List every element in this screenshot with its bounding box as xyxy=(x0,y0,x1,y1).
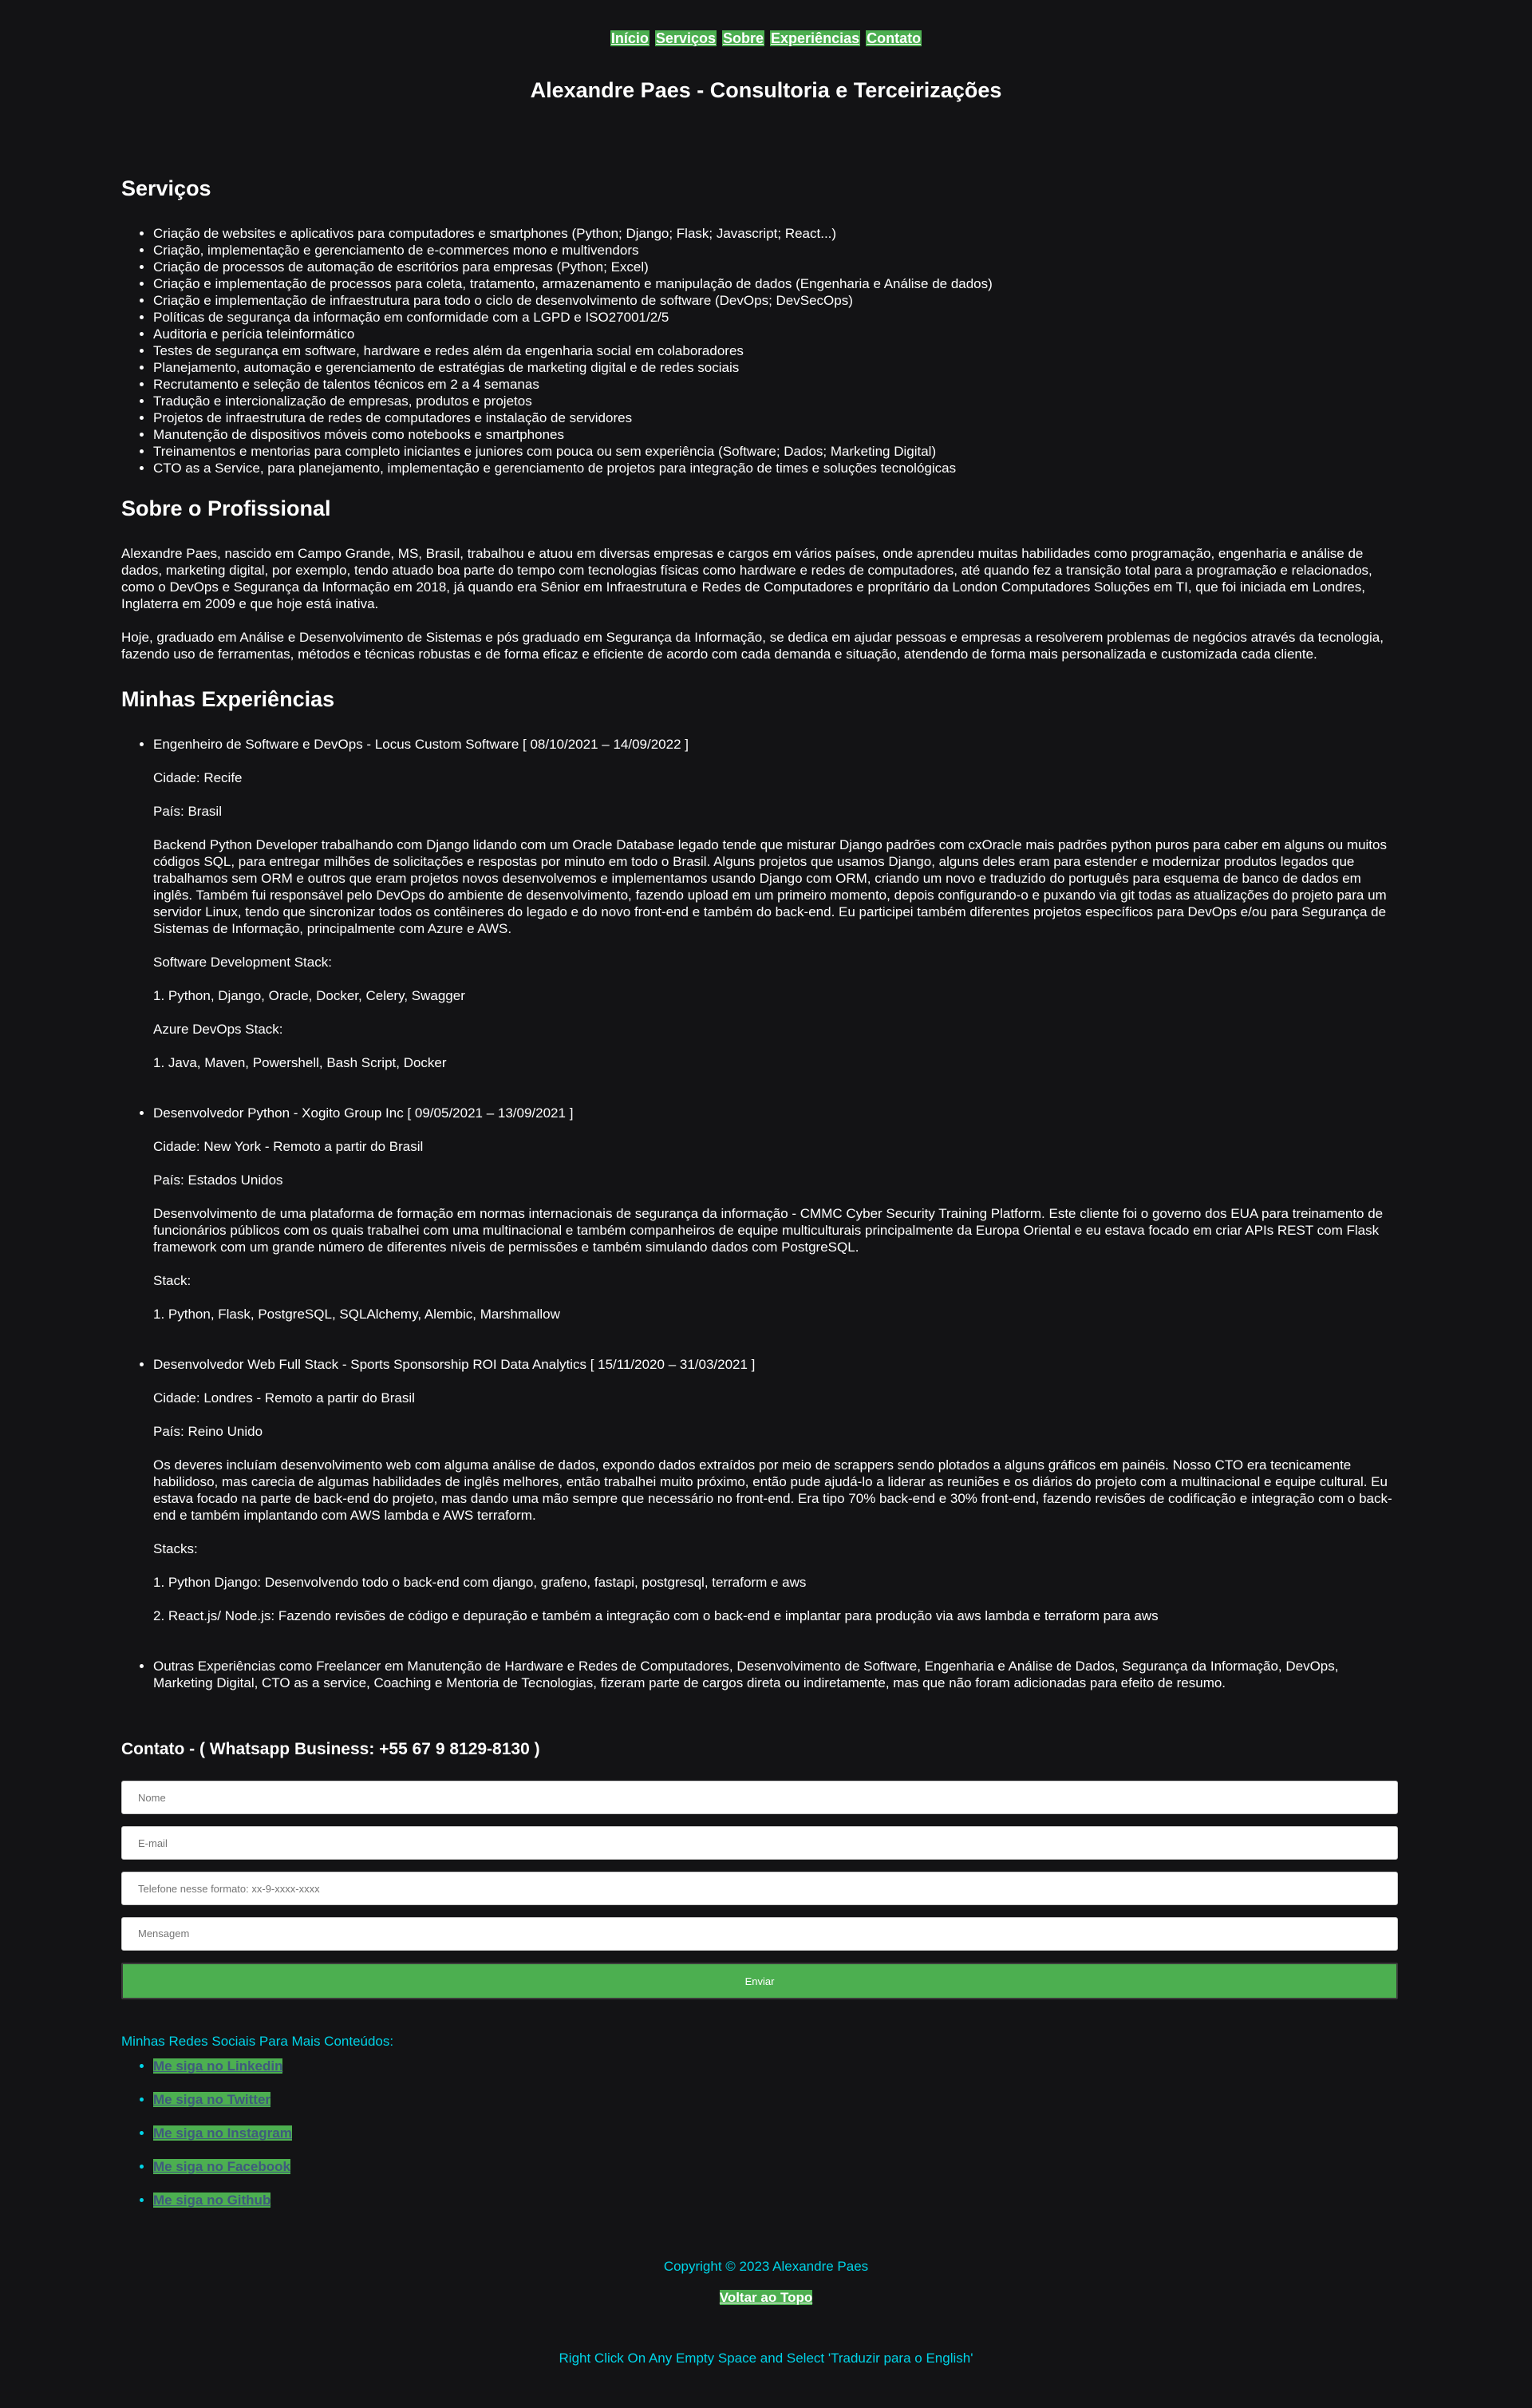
experience-heading: • Engenheiro de Software e DevOps - Locus Custom Software [ 08/10/2021 – 14/09/2022 ] xyxy=(153,737,689,752)
experience-heading: • Desenvolvedor Python - Xogito Group Inc [ 09/05/2021 – 13/09/2021 ] xyxy=(153,1105,574,1121)
translate-hint: Right Click On Any Empty Space and Select 'Traduzir para o English' xyxy=(559,2351,973,2366)
experience-item xyxy=(153,1105,1398,1323)
list-item: • Criação e implementação de infraestrutura para todo o ciclo de desenvolvimento de software (DevOps; DevSecOps) xyxy=(153,292,1398,309)
list-item: • Treinamentos e mentorias para completo iniciantes e juniores com pouca ou sem experiência (Software; Dados; Marketing Digital) xyxy=(153,443,1398,460)
experience-line: 2. React.js/ Node.js: Fazendo revisões de código e depuração e também a integração com o back-end e implantar para produção via aws lambda e terraform para aws xyxy=(153,1608,1159,1623)
experience-line: 1. Python Django: Desenvolvendo todo o back-end com django, grafeno, fastapi, postgresql, terraform e aws xyxy=(153,1575,807,1590)
list-item xyxy=(153,2158,1398,2175)
nav-link-servicos[interactable]: Serviços xyxy=(655,30,716,46)
message-input[interactable] xyxy=(121,1917,1398,1951)
experience-line: País: Reino Unido xyxy=(153,1424,263,1439)
experience-line: 1. Python, Flask, PostgreSQL, SQLAlchemy, Alembic, Marshmallow xyxy=(153,1307,560,1322)
experience-line: 1. Python, Django, Oracle, Docker, Celery, Swagger xyxy=(153,988,465,1003)
services-section xyxy=(121,176,1398,476)
github-link[interactable]: Me siga no Github xyxy=(153,2193,271,2208)
list-item: • Criação de websites e aplicativos para computadores e smartphones (Python; Django; Flask; Javascript; React...) xyxy=(153,225,1398,242)
list-item: • CTO as a Service, para planejamento, implementação e gerenciamento de projetos para integração de times e soluções tecnológicas xyxy=(153,460,1398,476)
list-item: • Projetos de infraestrutura de redes de computadores e instalação de servidores xyxy=(153,409,1398,426)
list-item xyxy=(153,2091,1398,2108)
about-paragraph: Hoje, graduado em Análise e Desenvolvimento de Sistemas e pós graduado em Segurança da Informação, se dedica em ajudar pessoas e empresas a resolverem problemas de negócios através da tecnologia, fazendo uso de ferramentas, métodos e técnicas robustas e de forma eficaz e eficiente de acordo com cada demanda e situação, atendendo de forma mais personalizada e customizada cada cliente. xyxy=(121,630,1384,662)
experience-line: Cidade: Londres - Remoto a partir do Brasil xyxy=(153,1390,415,1406)
nav-link-experiencias[interactable]: Experiências xyxy=(771,30,860,46)
social-links xyxy=(121,2058,1398,2208)
list-item: • Tradução e intercionalização de empresas, produtos e projetos xyxy=(153,393,1398,409)
experience-line: Desenvolvimento de uma plataforma de formação em normas internacionais de segurança da informação - CMMC Cyber Security Training Platform. Este cliente foi o governo dos EUA para treinamento de funcionários públicos com os quais trabalhei com uma multinacional e também companheiros de equipe multiculturais principalmente da Europa Oriental e eu estava focado em criar APIs REST com Flask framework com um grande número de diferentes níveis de permissões e também simulando dados com PostgreSQL. xyxy=(153,1206,1384,1255)
experiences-list xyxy=(121,736,1398,1691)
experience-line: Software Development Stack: xyxy=(153,955,332,970)
name-input[interactable] xyxy=(121,1781,1398,1814)
email-input[interactable] xyxy=(121,1826,1398,1860)
nav-link-sobre[interactable]: Sobre xyxy=(723,30,764,46)
instagram-link[interactable]: Me siga no Instagram xyxy=(153,2125,292,2141)
page-title: Alexandre Paes - Consultoria e Terceirizações xyxy=(530,78,1002,102)
back-to-top xyxy=(0,2289,1532,2306)
experience-item xyxy=(153,1356,1398,1624)
experience-item xyxy=(153,736,1398,1071)
experience-line: País: Brasil xyxy=(153,804,222,819)
social-section xyxy=(121,2033,1398,2208)
experiences-title: Minhas Experiências xyxy=(121,687,335,711)
main-content xyxy=(121,176,1398,2225)
about-section xyxy=(121,496,1398,662)
experience-line: Os deveres incluíam desenvolvimento web com alguma análise de dados, expondo dados extraídos por meio de scrappers sendo plotados a alguns gráficos em painéis. Nosso CTO era tecnicamente habilidoso, mas carecia de algumas habilidades de inglês melhores, então trabalhei muito próximo, então pude ajudá-lo a liderar as reuniões e os diários do projeto com a multinacional e equipe cultural. Eu estava focado na parte de back-end do projeto, mas dando uma mão sempre que necessário no front-end. Era tipo 70% back-end e 30% front-end, fazendo revisões de codificação e integração com o back-end e também implantando com AWS lambda e AWS terraform. xyxy=(153,1457,1392,1523)
list-item: • Testes de segurança em software, hardware e redes além da engenharia social em colaboradores xyxy=(153,342,1398,359)
list-item: • Políticas de segurança da informação em conformidade com a LGPD e ISO27001/2/5 xyxy=(153,309,1398,326)
experience-line: Cidade: Recife xyxy=(153,770,243,785)
nav-link-contato[interactable]: Contato xyxy=(867,30,922,46)
experience-line: Stacks: xyxy=(153,1541,198,1556)
list-item: • Manutenção de dispositivos móveis como notebooks e smartphones xyxy=(153,426,1398,443)
about-title: Sobre o Profissional xyxy=(121,496,331,520)
list-item xyxy=(153,2192,1398,2208)
experience-line: Cidade: New York - Remoto a partir do Brasil xyxy=(153,1139,424,1154)
list-item: • Criação e implementação de processos para coleta, tratamento, armazenamento e manipulação de dados (Engenharia e Análise de dados) xyxy=(153,275,1398,292)
nav-link-inicio[interactable]: Início xyxy=(610,30,649,46)
about-paragraph: Alexandre Paes, nascido em Campo Grande, MS, Brasil, trabalhou e atuou em diversas empresas e cargos em vários países, onde aprendeu muitas habilidades como programação, engenharia e análise de dados, marketing digital, por exemplo, tendo atuado boa parte do tempo com tecnologias físicas como hardware e redes de computadores, até quando fez a transição total para a programação e relacionados, como o DevOps e Segurança da Informação em 2018, já quando era Sênior em Infraestrutura e Redes de Computadores e proprítário da London Computadores Soluções em TI, que foi iniciada em Londres, Inglaterra em 2009 e que hoje está inativa. xyxy=(121,546,1372,611)
list-item: • Auditoria e perícia teleinformático xyxy=(153,326,1398,342)
list-item: • Planejamento, automação e gerenciamento de estratégias de marketing digital e de redes sociais xyxy=(153,359,1398,376)
services-title: Serviços xyxy=(121,176,211,200)
back-to-top-link[interactable]: Voltar ao Topo xyxy=(719,2290,813,2305)
list-item: • Recrutamento e seleção de talentos técnicos em 2 a 4 semanas xyxy=(153,376,1398,393)
list-item: • Criação, implementação e gerenciamento de e-commerces mono e multivendors xyxy=(153,242,1398,259)
social-heading: Minhas Redes Sociais Para Mais Conteúdos: xyxy=(121,2034,394,2049)
experiences-section xyxy=(121,686,1398,1691)
list-item xyxy=(153,2058,1398,2074)
copyright: Copyright © 2023 Alexandre Paes xyxy=(663,2259,869,2274)
experience-line: Stack: xyxy=(153,1273,192,1288)
experience-item xyxy=(153,1658,1398,1691)
top-nav xyxy=(0,30,1532,47)
experience-line: 1. Java, Maven, Powershell, Bash Script, Docker xyxy=(153,1055,447,1070)
phone-input[interactable] xyxy=(121,1872,1398,1905)
experience-heading: • Desenvolvedor Web Full Stack - Sports Sponsorship ROI Data Analytics [ 15/11/2020 – 31/03/2021 ] xyxy=(153,1357,756,1372)
list-item: • Criação de processos de automação de escritórios para empresas (Python; Excel) xyxy=(153,259,1398,275)
facebook-link[interactable]: Me siga no Facebook xyxy=(153,2159,290,2174)
twitter-link[interactable]: Me siga no Twitter xyxy=(153,2092,271,2107)
submit-button[interactable]: Enviar xyxy=(121,1963,1398,1999)
list-item xyxy=(153,2125,1398,2141)
experience-line: • Outras Experiências como Freelancer em Manutenção de Hardware e Redes de Computadores, Desenvolvimento de Software, Engenharia e Análise de Dados, Segurança da Informação, DevOps, Marketing Digital, CTO as a service, Coaching e Mentoria de Tecnologias, fizeram parte de cargos direta ou indiretamente, mas que não foram adicionadas para efeito de resumo. xyxy=(153,1659,1339,1690)
experience-line: Azure DevOps Stack: xyxy=(153,1022,283,1037)
experience-line: Backend Python Developer trabalhando com Django lidando com um Oracle Database legado tende que misturar Django padrões com cxOracle mais padrões python puros para caber em alguns ou muitos códigos SQL, para entregar milhões de solicitações e respostas por minuto em todo o Brasil. Alguns projetos que usamos Django, alguns deles eram para estender e modernizar produtos legados que trabalhamos sem ORM e outros que eram projetos novos desenvolvemos e implementamos usando Django com ORM, criando um novo e traduzido do português para esquema de banco de dados em inglês. Também fui responsável pelo DevOps do ambiente de desenvolvimento, fazendo upload em um primeiro momento, depois configurando-o e puxando via git todas as atualizações do projeto para um servidor Linux, tendo que sincronizar todos os contêineres do legado e do novo front-end e também do back-end. Eu participei também diferentes projetos específicos para DevOps e/ou para Segurança de Sistemas de Informação, principalmente com Azure e AWS. xyxy=(153,837,1387,936)
linkedin-link[interactable]: Me siga no Linkedin xyxy=(153,2058,283,2074)
contact-form xyxy=(121,1781,1398,1999)
experience-line: País: Estados Unidos xyxy=(153,1172,283,1188)
contact-section xyxy=(121,1739,1398,1999)
contact-title: Contato - ( Whatsapp Business: +55 67 9 8129-8130 ) xyxy=(121,1740,540,1758)
services-list xyxy=(121,225,1398,476)
